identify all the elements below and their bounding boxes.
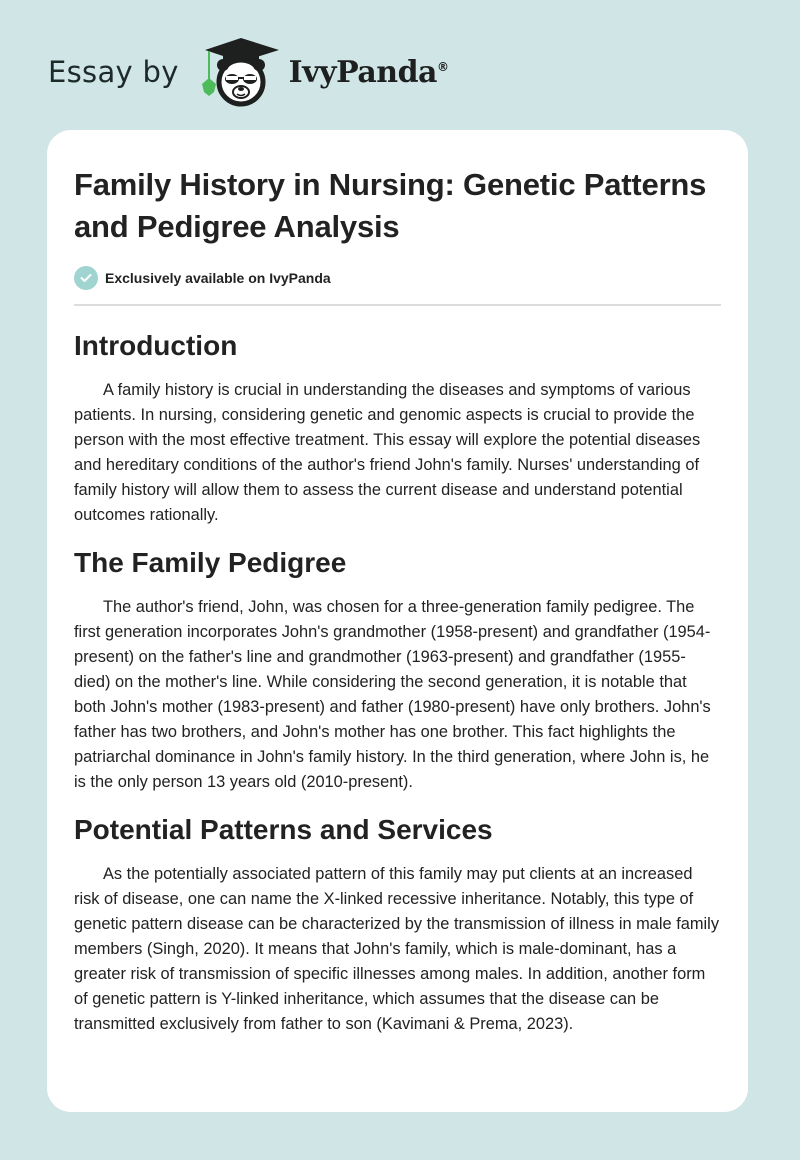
- section-paragraph: The author's friend, John, was chosen for a three-generation family pedigree. The first generation incorporates John's grandmother (1958-present) and grandfather (1954-present) on the father's line and grandmother (1963-present) and grandfather (1955-died) on the mother's line. While considering the second generation, it is notable that both John's mother (1983-present) and father (1980-present) have only brothers. John's father has two brothers, and John's mother has one brother. This fact highlights the patriarchal dominance in John's family history. In the third generation, where John is, he is the only person 13 years old (2010-present).: [74, 598, 711, 791]
- section-introduction: [74, 328, 721, 528]
- panda-graduation-cap-icon[interactable]: [197, 36, 285, 108]
- section-paragraph: A family history is crucial in understanding the diseases and symptoms of various patients. In nursing, considering genetic and genomic aspects is crucial to provide the person with the most effective treatment. This essay will explore the potential diseases and hereditary conditions of the author's friend John's family. Nurses' understanding of family history will allow them to assess the current disease and understand potential outcomes rationally.: [74, 381, 701, 524]
- exclusive-badge: [74, 266, 721, 290]
- check-circle-icon: [74, 266, 98, 290]
- section-heading: Potential Patterns and Services: [74, 814, 493, 845]
- section-potential-patterns: [74, 812, 721, 1037]
- registered-mark: ®: [437, 59, 449, 74]
- section-heading: The Family Pedigree: [74, 547, 347, 578]
- section-heading: Introduction: [74, 330, 238, 361]
- brand-prefix: Essay by: [48, 55, 179, 89]
- section-family-pedigree: [74, 545, 721, 795]
- badge-text: Exclusively available on IvyPanda: [105, 270, 331, 286]
- brand-name-text: IvyPanda: [288, 54, 437, 90]
- divider: [74, 304, 721, 306]
- brand-header: [48, 36, 449, 108]
- section-paragraph: As the potentially associated pattern of this family may put clients at an increased risk of disease, one can name the X-linked recessive inheritance. Notably, this type of genetic pattern disease can be characterized by the transmission of illness in male family members (Singh, 2020). It means that John's family, which is male-dominant, has a greater risk of transmission of specific illnesses among males. In addition, another form of genetic pattern is Y-linked inheritance, which assumes that the disease can be transmitted exclusively from father to son (Kavimani & Prema, 2023).: [74, 865, 720, 1033]
- page-title: Family History in Nursing: Genetic Patterns and Pedigree Analysis: [74, 167, 707, 244]
- essay-card: [47, 130, 748, 1112]
- brand-name[interactable]: [289, 55, 449, 90]
